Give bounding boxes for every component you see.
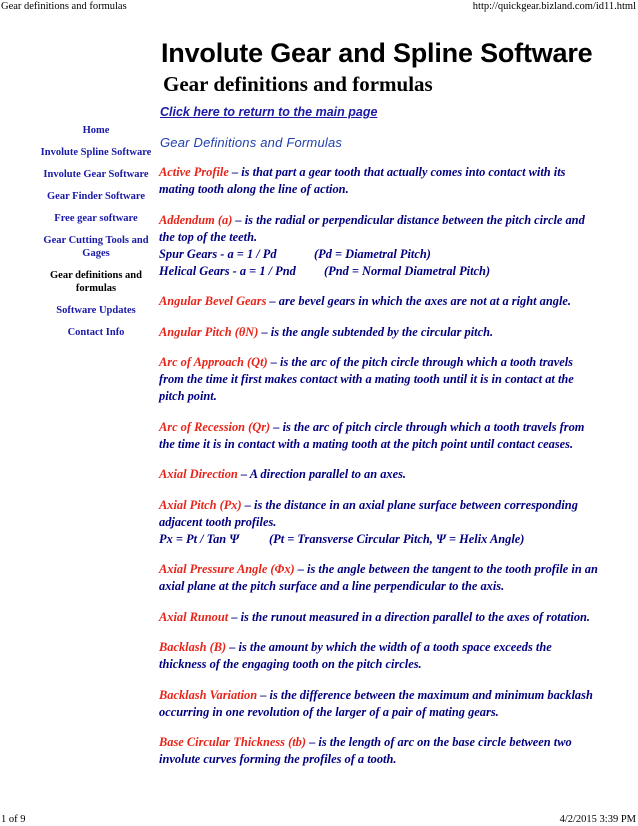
definition-text: – is the angle between the tangent to the tooth profile in an axial plane at the pitch surface and a line perpendicular to the axis. xyxy=(159,562,598,593)
formula-line xyxy=(159,246,599,263)
definition-item xyxy=(159,164,599,198)
formula: Spur Gears - a = 1 / Pd xyxy=(159,246,277,261)
sidebar-item-gear-finder-software[interactable]: Gear Finder Software xyxy=(47,191,145,202)
definition-item xyxy=(159,212,599,280)
print-header-title: Gear definitions and formulas xyxy=(1,1,127,12)
definition-term: Arc of Approach (Qt) xyxy=(159,355,268,369)
definition-text: – is the length of arc on the base circle between two involute curves forming the profiles of a tooth. xyxy=(159,735,572,766)
definition-item xyxy=(159,354,599,405)
formula-line xyxy=(159,531,599,548)
definition-item xyxy=(159,293,599,310)
definition-text: – is the distance in an axial plane surface between corresponding adjacent tooth profiles. xyxy=(159,497,578,529)
print-header-url: http://quickgear.bizland.com/id11.html xyxy=(472,1,636,12)
sidebar-item-gear-definitions[interactable]: Gear definitions and formulas xyxy=(50,270,142,294)
definition-term: Axial Pressure Angle (Φx) xyxy=(159,562,295,576)
definition-item xyxy=(159,609,599,626)
definition-text: – is the arc of the pitch circle through which a tooth travels from the time it first makes contact with a mating tooth until it is in contact at the pitch point. xyxy=(159,355,574,403)
definition-term: Active Profile xyxy=(159,165,229,179)
definition-text: – is the arc of pitch circle through which a tooth travels from the time it is in contact with a mating tooth at the pitch point until contact ceases. xyxy=(159,419,585,451)
sidebar-item-home[interactable]: Home xyxy=(82,125,110,136)
definition-term: Angular Bevel Gears xyxy=(159,294,267,308)
formula: Px = Pt / Tan Ψ xyxy=(159,531,240,546)
definition-item xyxy=(159,419,599,453)
definition-text: – is the angle subtended by the circular pitch. xyxy=(258,324,494,339)
definition-text: – A direction parallel to an axes. xyxy=(237,467,407,481)
definition-item xyxy=(159,687,599,721)
definition-term: Addendum (a) xyxy=(159,212,233,227)
definition-text: – are bevel gears in which the axes are not at a right angle. xyxy=(266,294,572,308)
definition-term: Axial Direction xyxy=(159,467,238,481)
sidebar-item-software-updates[interactable]: Software Updates xyxy=(56,305,136,316)
definition-term: Backlash Variation xyxy=(159,687,258,702)
definition-term: Arc of Recession (Qr) xyxy=(159,419,271,434)
definition-text: – is the difference between the maximum and minimum backlash occurring in one revolution of the larger of a pair of mating gears. xyxy=(159,687,593,719)
definition-item xyxy=(159,324,599,341)
definition-term: Angular Pitch (θN) xyxy=(159,324,259,339)
return-main-page-link[interactable]: Click here to return to the main page xyxy=(160,105,378,119)
formula-line xyxy=(159,263,599,280)
print-timestamp: 4/2/2015 3:39 PM xyxy=(559,814,636,825)
formula-note: (Pt = Transverse Circular Pitch, Ψ = Helix Angle) xyxy=(269,531,525,546)
definition-text: – is the radial or perpendicular distance between the pitch circle and the top of the teeth. xyxy=(159,212,585,244)
site-title: Involute Gear and Spline Software xyxy=(161,38,593,68)
definition-text: – is the amount by which the width of a tooth space exceeds the thickness of the engaging tooth on the pitch circles. xyxy=(159,640,552,671)
definition-item xyxy=(159,466,599,483)
page-count: 1 of 9 xyxy=(1,814,26,825)
section-heading: Gear Definitions and Formulas xyxy=(160,135,343,150)
formula-note: (Pnd = Normal Diametral Pitch) xyxy=(324,263,491,278)
definition-item xyxy=(159,639,599,673)
definition-term: Axial Runout xyxy=(159,609,229,624)
sidebar-item-gear-cutting-tools[interactable]: Gear Cutting Tools and Gages xyxy=(43,235,149,259)
definition-text: – is the runout measured in a direction parallel to the axes of rotation. xyxy=(228,609,590,624)
formula: Helical Gears - a = 1 / Pnd xyxy=(159,263,296,278)
print-footer xyxy=(0,812,638,826)
definition-item xyxy=(159,734,599,768)
sidebar-item-involute-gear-software[interactable]: Involute Gear Software xyxy=(43,169,149,180)
definition-term: Axial Pitch (Px) xyxy=(159,497,242,512)
sidebar-item-contact-info[interactable]: Contact Info xyxy=(67,327,125,338)
definition-item xyxy=(159,561,599,595)
sidebar-item-involute-spline-software[interactable]: Involute Spline Software xyxy=(40,147,152,158)
definition-term: Backlash (B) xyxy=(159,640,227,654)
sidebar-nav xyxy=(40,124,152,348)
definitions-list xyxy=(159,164,599,782)
definition-text: – is that part a gear tooth that actually comes into contact with its mating tooth along the line of action. xyxy=(159,165,566,196)
definition-item xyxy=(159,497,599,548)
page-subtitle: Gear definitions and formulas xyxy=(163,72,433,96)
formula-note: (Pd = Diametral Pitch) xyxy=(314,246,431,261)
sidebar-item-free-gear-software[interactable]: Free gear software xyxy=(54,213,138,224)
definition-term: Base Circular Thickness (tb) xyxy=(159,735,306,749)
